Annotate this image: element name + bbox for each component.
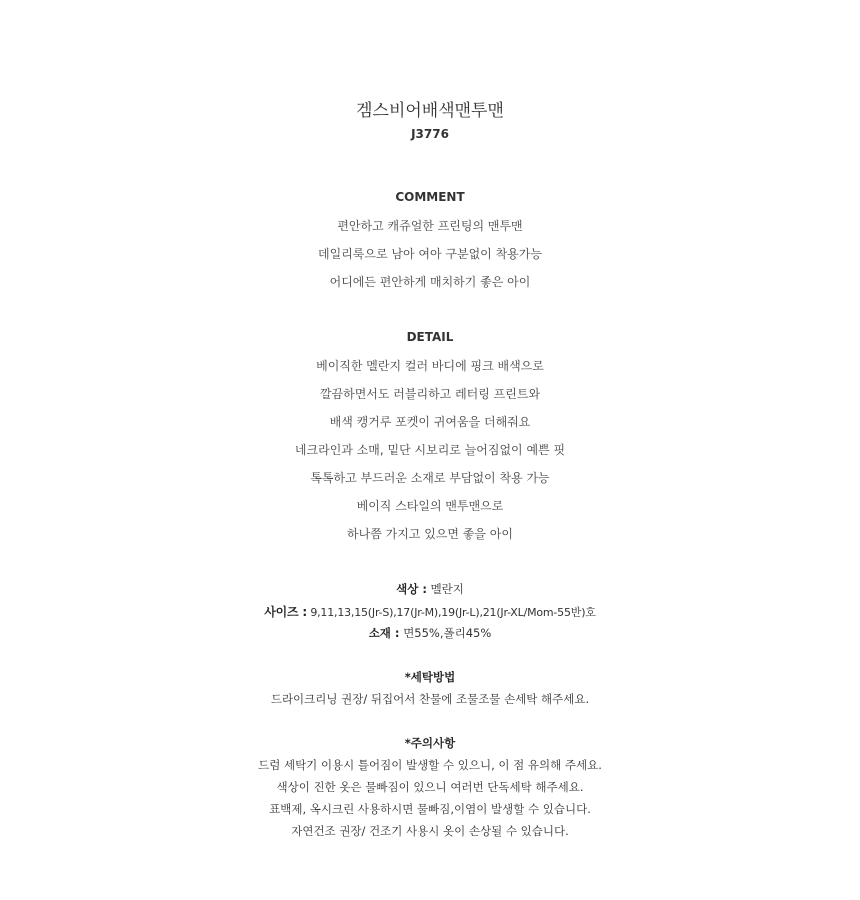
detail-heading: DETAIL <box>406 330 454 344</box>
color-label: 색상 : <box>396 582 427 596</box>
caution-line-4: 자연건조 권장/ 건조기 사용시 옷이 손상될 수 있습니다. <box>291 824 569 838</box>
detail-line-6: 베이직 스타일의 맨투맨으로 <box>356 499 504 513</box>
product-title: 겜스비어배색맨투맨 <box>356 101 504 121</box>
material-label: 소재 : <box>368 626 400 640</box>
comment-heading: COMMENT <box>395 190 465 204</box>
color-spec <box>0 581 860 597</box>
caution-line-1: 드럼 세탁기 이용시 틀어짐이 발생할 수 있으니, 이 점 유의해 주세요. <box>258 758 602 772</box>
washing-heading: *세탁방법 <box>404 670 456 684</box>
detail-line-4: 네크라인과 소매, 밑단 시보리로 늘어짐없이 예쁜 핏 <box>294 443 566 457</box>
color-value: 멜란지 <box>430 582 464 596</box>
detail-line-2: 깔끔하면서도 러블리하고 레터링 프린트와 <box>319 387 541 401</box>
comment-line-1: 편안하고 캐쥬얼한 프린팅의 맨투맨 <box>337 219 523 233</box>
size-spec <box>0 603 860 620</box>
caution-line-2: 색상이 진한 옷은 물빠짐이 있으니 여러번 단독세탁 해주세요. <box>276 780 584 794</box>
washing-text: 드라이크리닝 권장/ 뒤집어서 찬물에 조물조물 손세탁 해주세요. <box>270 692 590 706</box>
caution-line-3: 표백제, 옥시크린 사용하시면 물빠짐,이염이 발생할 수 있습니다. <box>269 802 591 816</box>
material-value: 면55%,폴리45% <box>403 626 492 640</box>
product-code: J3776 <box>411 127 449 141</box>
comment-line-2: 데일리룩으로 남아 여아 구분없이 착용가능 <box>318 247 542 261</box>
detail-line-5: 톡톡하고 부드러운 소재로 부담없이 착용 가능 <box>310 471 550 485</box>
size-label: 사이즈 : <box>264 605 308 619</box>
detail-line-7: 하나쯤 가지고 있으면 좋을 아이 <box>347 527 513 541</box>
caution-heading: *주의사항 <box>404 736 456 750</box>
detail-line-1: 베이직한 멜란지 컬러 바디에 핑크 배색으로 <box>316 359 544 373</box>
comment-line-3: 어디에든 편안하게 매치하기 좋은 아이 <box>329 275 531 289</box>
detail-line-3: 배색 캥거루 포켓이 귀여움을 더해줘요 <box>329 415 531 429</box>
size-value: 9,11,13,15(Jr-S),17(Jr-M),19(Jr-L),21(Jr-XL/Mom-55반)호 <box>310 606 596 619</box>
material-spec <box>0 625 860 641</box>
